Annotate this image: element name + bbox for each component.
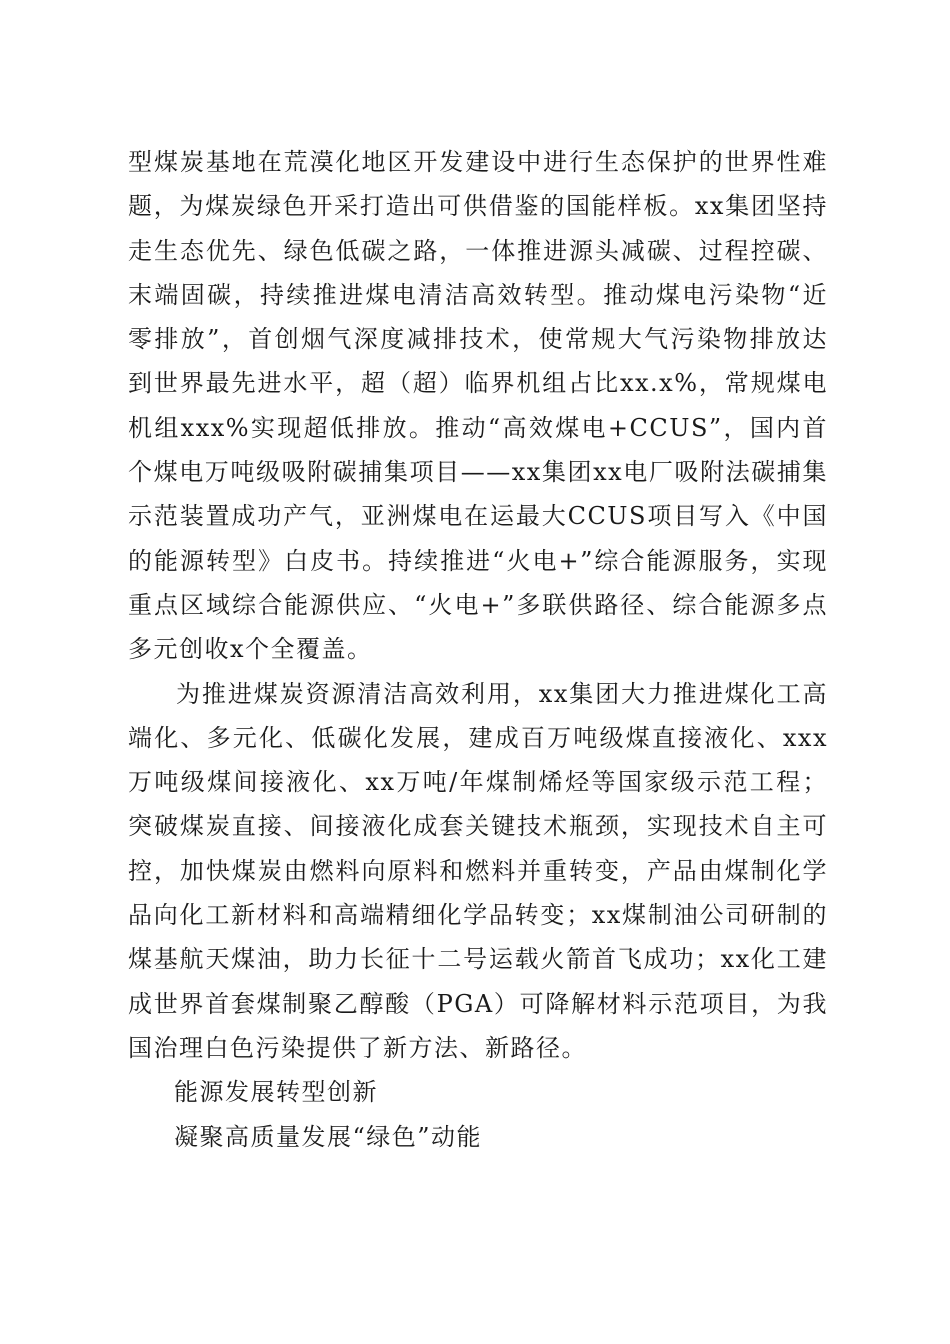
section-heading-2: 凝聚高质量发展“绿色”动能 — [174, 1122, 483, 1151]
paragraph-continuation: 型煤炭基地在荒漠化地区开发建设中进行生态保护的世界性难题，为煤炭绿色开采打造出可供借鉴的国能样板。xx集团坚持走生态优先、绿色低碳之路，一体推进源头减碳、过程控碳、末端固碳，持续推进煤电清洁高效转型。推动煤电污染物“近零排放”，首创烟气深度减排技术，使常规大气污染物排放达到世界最先进水平，超（超）临界机组占比xx.x%，常规煤电机组xxx%实现超低排放。推动“高效煤电+CCUS”，国内首个煤电万吨级吸附碳捕集项目——xx集团xx电厂吸附法碳捕集示范装置成功产气，亚洲煤电在运最大CCUS项目写入《中国的能源转型》白皮书。持续推进“火电+”综合能源服务，实现重点区域综合能源供应、“火电+”多联供路径、综合能源多点多元创收x个全覆盖。 — [128, 148, 828, 664]
section-heading-1: 能源发展转型创新 — [174, 1078, 378, 1107]
document-body — [128, 140, 828, 1159]
paragraph-coal-chemical: 为推进煤炭资源清洁高效利用，xx集团大力推进煤化工高端化、多元化、低碳化发展，建成百万吨级煤直接液化、xxx万吨级煤间接液化、xx万吨/年煤制烯烃等国家级示范工程；突破煤炭直接、间接液化成套关键技术瓶颈，实现技术自主可控，加快煤炭由燃料向原料和燃料并重转变，产品由煤制化学品向化工新材料和高端精细化学品转变；xx煤制油公司研制的煤基航天煤油，助力长征十二号运载火箭首飞成功；xx化工建成世界首套煤制聚乙醇酸（PGA）可降解材料示范项目，为我国治理白色污染提供了新方法、新路径。 — [128, 679, 828, 1062]
